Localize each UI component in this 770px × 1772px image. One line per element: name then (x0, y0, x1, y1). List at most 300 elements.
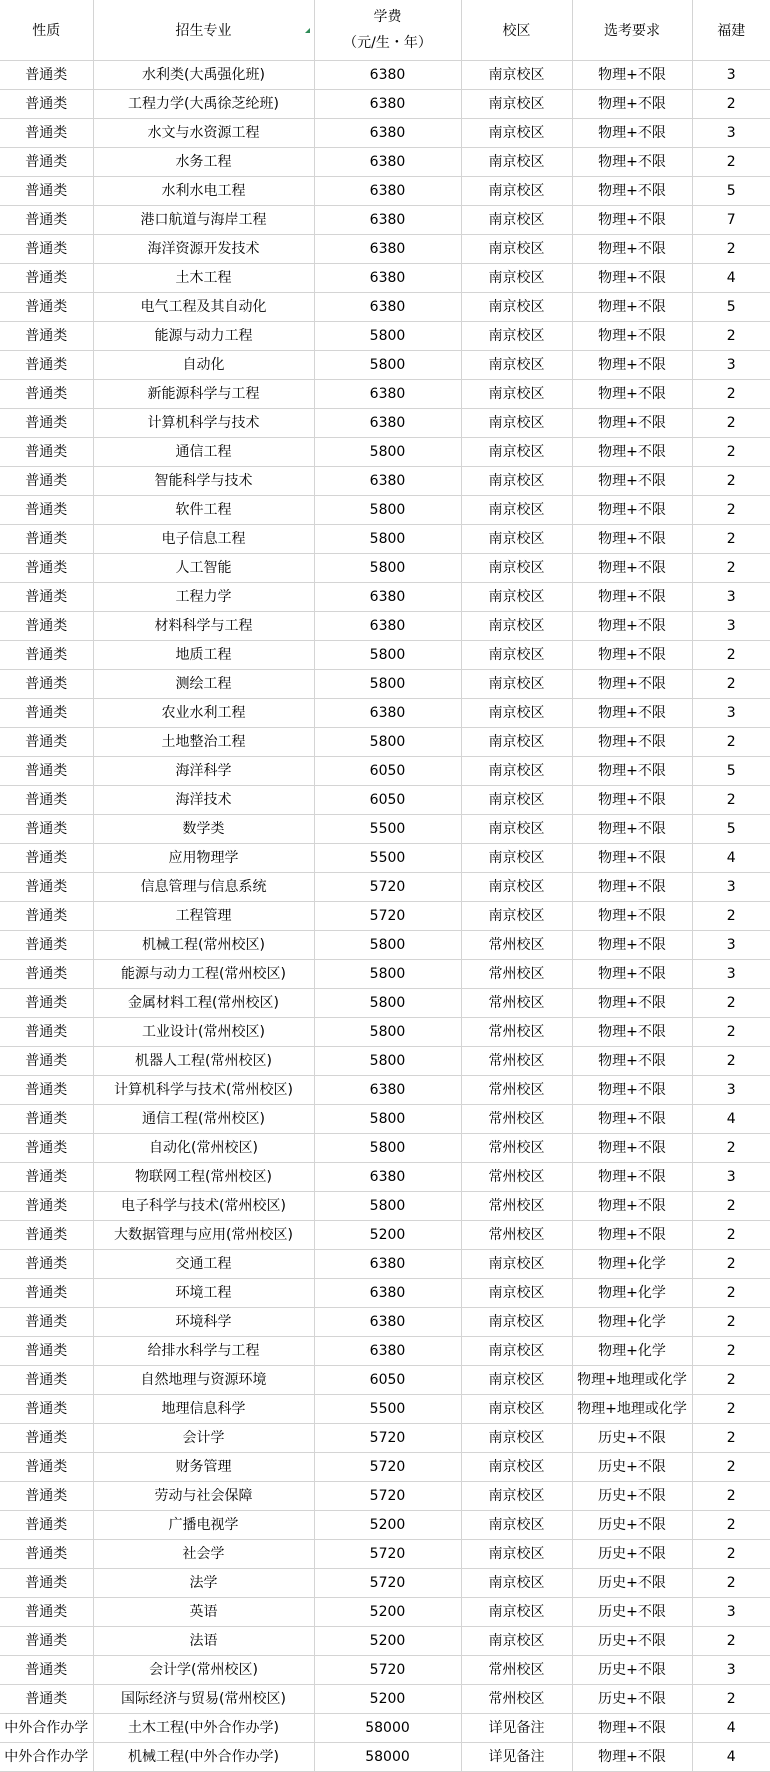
cell-fujian: 4 (692, 1743, 770, 1772)
cell-type: 普通类 (0, 496, 93, 525)
cell-fee: 6380 (314, 90, 461, 119)
cell-type: 普通类 (0, 1627, 93, 1656)
cell-fee: 5200 (314, 1511, 461, 1540)
cell-fee: 6380 (314, 699, 461, 728)
table-row (0, 554, 770, 583)
cell-subjects: 物理+不限 (572, 1047, 692, 1076)
cell-fee: 5800 (314, 989, 461, 1018)
cell-major: 社会学 (93, 1540, 314, 1569)
table-row (0, 1424, 770, 1453)
cell-subjects: 物理+不限 (572, 438, 692, 467)
cell-fujian: 2 (692, 148, 770, 177)
cell-type: 普通类 (0, 438, 93, 467)
cell-subjects: 物理+地理或化学 (572, 1366, 692, 1395)
cell-fee: 5720 (314, 1540, 461, 1569)
cell-campus: 南京校区 (461, 1482, 572, 1511)
cell-type: 普通类 (0, 699, 93, 728)
cell-type: 普通类 (0, 322, 93, 351)
cell-subjects: 历史+不限 (572, 1424, 692, 1453)
cell-subjects: 历史+不限 (572, 1453, 692, 1482)
cell-fee: 6380 (314, 293, 461, 322)
cell-subjects: 历史+不限 (572, 1685, 692, 1714)
cell-fee: 6380 (314, 409, 461, 438)
table-row (0, 1105, 770, 1134)
cell-campus: 南京校区 (461, 1627, 572, 1656)
cell-type: 普通类 (0, 177, 93, 206)
cell-type: 普通类 (0, 1076, 93, 1105)
comment-marker-icon (305, 28, 310, 33)
cell-fee: 5200 (314, 1685, 461, 1714)
cell-fee: 5500 (314, 844, 461, 873)
cell-subjects: 物理+不限 (572, 61, 692, 90)
cell-fujian: 4 (692, 844, 770, 873)
cell-type: 普通类 (0, 1308, 93, 1337)
cell-subjects: 历史+不限 (572, 1482, 692, 1511)
cell-fee: 5800 (314, 1018, 461, 1047)
cell-campus: 南京校区 (461, 1569, 572, 1598)
cell-fujian: 2 (692, 1424, 770, 1453)
cell-fujian: 2 (692, 786, 770, 815)
cell-subjects: 物理+化学 (572, 1337, 692, 1366)
cell-type: 普通类 (0, 1685, 93, 1714)
cell-campus: 南京校区 (461, 293, 572, 322)
cell-campus: 常州校区 (461, 1105, 572, 1134)
cell-fee: 6050 (314, 786, 461, 815)
table-row (0, 1047, 770, 1076)
table-row (0, 612, 770, 641)
cell-type: 普通类 (0, 61, 93, 90)
cell-subjects: 物理+不限 (572, 902, 692, 931)
cell-campus: 南京校区 (461, 757, 572, 786)
cell-major: 金属材料工程(常州校区) (93, 989, 314, 1018)
cell-subjects: 物理+化学 (572, 1308, 692, 1337)
cell-fujian: 2 (692, 554, 770, 583)
table-row (0, 1221, 770, 1250)
cell-fee: 5200 (314, 1221, 461, 1250)
cell-fujian: 2 (692, 496, 770, 525)
cell-fee: 6380 (314, 264, 461, 293)
table-row (0, 525, 770, 554)
cell-type: 普通类 (0, 1250, 93, 1279)
cell-subjects: 物理+不限 (572, 612, 692, 641)
cell-subjects: 物理+不限 (572, 525, 692, 554)
cell-subjects: 历史+不限 (572, 1540, 692, 1569)
cell-fujian: 3 (692, 612, 770, 641)
cell-subjects: 历史+不限 (572, 1598, 692, 1627)
cell-campus: 南京校区 (461, 554, 572, 583)
cell-fee: 6380 (314, 1279, 461, 1308)
cell-subjects: 历史+不限 (572, 1627, 692, 1656)
cell-major: 机器人工程(常州校区) (93, 1047, 314, 1076)
cell-fujian: 7 (692, 206, 770, 235)
table-row (0, 206, 770, 235)
cell-fee: 5200 (314, 1598, 461, 1627)
cell-major: 大数据管理与应用(常州校区) (93, 1221, 314, 1250)
cell-type: 普通类 (0, 1105, 93, 1134)
cell-fujian: 2 (692, 1134, 770, 1163)
cell-campus: 南京校区 (461, 380, 572, 409)
table-row (0, 90, 770, 119)
cell-fujian: 5 (692, 757, 770, 786)
cell-campus: 详见备注 (461, 1743, 572, 1772)
cell-major: 电子科学与技术(常州校区) (93, 1192, 314, 1221)
cell-major: 自然地理与资源环境 (93, 1366, 314, 1395)
cell-campus: 南京校区 (461, 1366, 572, 1395)
cell-campus: 常州校区 (461, 1221, 572, 1250)
cell-major: 地理信息科学 (93, 1395, 314, 1424)
cell-fujian: 3 (692, 1076, 770, 1105)
cell-type: 普通类 (0, 612, 93, 641)
cell-major: 能源与动力工程 (93, 322, 314, 351)
cell-type: 普通类 (0, 641, 93, 670)
cell-type: 普通类 (0, 525, 93, 554)
cell-fee: 5200 (314, 1627, 461, 1656)
cell-fee: 5800 (314, 1105, 461, 1134)
cell-fujian: 2 (692, 525, 770, 554)
header-type: 性质 (0, 0, 93, 61)
cell-fujian: 2 (692, 728, 770, 757)
cell-major: 机械工程(中外合作办学) (93, 1743, 314, 1772)
cell-fujian: 2 (692, 1047, 770, 1076)
cell-fujian: 2 (692, 670, 770, 699)
cell-type: 普通类 (0, 293, 93, 322)
table-row (0, 1569, 770, 1598)
table-row (0, 322, 770, 351)
cell-subjects: 物理+不限 (572, 264, 692, 293)
cell-type: 普通类 (0, 844, 93, 873)
cell-subjects: 物理+不限 (572, 467, 692, 496)
cell-major: 电子信息工程 (93, 525, 314, 554)
cell-major: 海洋资源开发技术 (93, 235, 314, 264)
cell-major: 土地整治工程 (93, 728, 314, 757)
cell-fee: 5800 (314, 728, 461, 757)
cell-campus: 南京校区 (461, 873, 572, 902)
table-row (0, 699, 770, 728)
cell-campus: 南京校区 (461, 728, 572, 757)
cell-fee: 5720 (314, 902, 461, 931)
table-row (0, 1308, 770, 1337)
cell-fujian: 5 (692, 293, 770, 322)
cell-campus: 南京校区 (461, 351, 572, 380)
cell-fee: 5720 (314, 1453, 461, 1482)
table-row (0, 1076, 770, 1105)
cell-type: 中外合作办学 (0, 1743, 93, 1772)
cell-campus: 常州校区 (461, 1047, 572, 1076)
cell-campus: 南京校区 (461, 815, 572, 844)
cell-major: 物联网工程(常州校区) (93, 1163, 314, 1192)
cell-campus: 南京校区 (461, 902, 572, 931)
cell-campus: 南京校区 (461, 1511, 572, 1540)
table-row (0, 1279, 770, 1308)
cell-subjects: 历史+不限 (572, 1511, 692, 1540)
cell-subjects: 物理+不限 (572, 641, 692, 670)
cell-subjects: 物理+不限 (572, 177, 692, 206)
cell-campus: 常州校区 (461, 931, 572, 960)
cell-type: 普通类 (0, 1598, 93, 1627)
cell-subjects: 物理+不限 (572, 119, 692, 148)
cell-type: 普通类 (0, 1221, 93, 1250)
cell-campus: 南京校区 (461, 1337, 572, 1366)
cell-subjects: 物理+不限 (572, 206, 692, 235)
cell-fujian: 2 (692, 1192, 770, 1221)
cell-campus: 南京校区 (461, 583, 572, 612)
cell-type: 普通类 (0, 1569, 93, 1598)
cell-subjects: 物理+地理或化学 (572, 1395, 692, 1424)
cell-campus: 南京校区 (461, 641, 572, 670)
cell-major: 劳动与社会保障 (93, 1482, 314, 1511)
table-row (0, 380, 770, 409)
cell-campus: 南京校区 (461, 148, 572, 177)
cell-type: 普通类 (0, 409, 93, 438)
table-row (0, 148, 770, 177)
cell-type: 普通类 (0, 1337, 93, 1366)
cell-type: 普通类 (0, 148, 93, 177)
cell-campus: 详见备注 (461, 1714, 572, 1743)
cell-major: 海洋技术 (93, 786, 314, 815)
cell-subjects: 物理+不限 (572, 757, 692, 786)
cell-fee: 5800 (314, 960, 461, 989)
cell-subjects: 物理+不限 (572, 786, 692, 815)
table-row (0, 902, 770, 931)
cell-major: 土木工程(中外合作办学) (93, 1714, 314, 1743)
cell-type: 普通类 (0, 380, 93, 409)
cell-major: 能源与动力工程(常州校区) (93, 960, 314, 989)
cell-campus: 常州校区 (461, 1163, 572, 1192)
cell-fujian: 2 (692, 1627, 770, 1656)
cell-fujian: 2 (692, 438, 770, 467)
header-campus: 校区 (461, 0, 572, 61)
cell-major: 英语 (93, 1598, 314, 1627)
cell-fee: 6380 (314, 380, 461, 409)
cell-type: 普通类 (0, 206, 93, 235)
cell-fee: 5800 (314, 1192, 461, 1221)
cell-type: 普通类 (0, 931, 93, 960)
cell-type: 普通类 (0, 670, 93, 699)
cell-campus: 南京校区 (461, 1598, 572, 1627)
cell-campus: 常州校区 (461, 1134, 572, 1163)
cell-campus: 常州校区 (461, 1192, 572, 1221)
cell-fujian: 5 (692, 815, 770, 844)
cell-campus: 南京校区 (461, 844, 572, 873)
table-row (0, 119, 770, 148)
cell-subjects: 物理+不限 (572, 931, 692, 960)
cell-campus: 常州校区 (461, 1076, 572, 1105)
table-row (0, 583, 770, 612)
cell-major: 给排水科学与工程 (93, 1337, 314, 1366)
cell-major: 自动化(常州校区) (93, 1134, 314, 1163)
cell-major: 工程力学(大禹徐芝纶班) (93, 90, 314, 119)
cell-campus: 南京校区 (461, 699, 572, 728)
table-row (0, 757, 770, 786)
cell-major: 工业设计(常州校区) (93, 1018, 314, 1047)
table-row (0, 728, 770, 757)
cell-type: 普通类 (0, 1395, 93, 1424)
cell-type: 普通类 (0, 467, 93, 496)
cell-major: 通信工程 (93, 438, 314, 467)
cell-fee: 6380 (314, 119, 461, 148)
cell-fujian: 3 (692, 699, 770, 728)
table-row (0, 1714, 770, 1743)
cell-campus: 南京校区 (461, 1540, 572, 1569)
cell-subjects: 物理+不限 (572, 1105, 692, 1134)
cell-subjects: 物理+化学 (572, 1279, 692, 1308)
cell-type: 普通类 (0, 554, 93, 583)
table-row (0, 1511, 770, 1540)
cell-fee: 5800 (314, 525, 461, 554)
cell-fee: 6380 (314, 1250, 461, 1279)
cell-major: 法语 (93, 1627, 314, 1656)
cell-fee: 5800 (314, 554, 461, 583)
table-row (0, 1366, 770, 1395)
cell-major: 数学类 (93, 815, 314, 844)
cell-type: 普通类 (0, 1018, 93, 1047)
table-row (0, 1395, 770, 1424)
cell-fujian: 3 (692, 931, 770, 960)
cell-fee: 5800 (314, 322, 461, 351)
cell-campus: 南京校区 (461, 264, 572, 293)
cell-fujian: 2 (692, 1482, 770, 1511)
table-row (0, 467, 770, 496)
cell-campus: 南京校区 (461, 119, 572, 148)
cell-fujian: 2 (692, 380, 770, 409)
header-major-label: 招生专业 (175, 23, 232, 39)
cell-fujian: 3 (692, 960, 770, 989)
cell-subjects: 物理+不限 (572, 90, 692, 119)
table-row (0, 1163, 770, 1192)
cell-major: 水利类(大禹强化班) (93, 61, 314, 90)
cell-major: 港口航道与海岸工程 (93, 206, 314, 235)
cell-subjects: 物理+不限 (572, 1743, 692, 1772)
cell-type: 普通类 (0, 873, 93, 902)
cell-type: 普通类 (0, 757, 93, 786)
header-subjects: 选考要求 (572, 0, 692, 61)
cell-fee: 5800 (314, 670, 461, 699)
cell-subjects: 物理+不限 (572, 409, 692, 438)
table-row (0, 496, 770, 525)
cell-type: 普通类 (0, 960, 93, 989)
cell-subjects: 物理+不限 (572, 844, 692, 873)
cell-major: 通信工程(常州校区) (93, 1105, 314, 1134)
cell-fee: 6380 (314, 1337, 461, 1366)
cell-fujian: 2 (692, 1308, 770, 1337)
cell-type: 普通类 (0, 90, 93, 119)
table-row (0, 1337, 770, 1366)
header-fee-line2: （元/生・年） (343, 35, 432, 51)
cell-subjects: 物理+不限 (572, 815, 692, 844)
table-row (0, 1685, 770, 1714)
cell-campus: 南京校区 (461, 438, 572, 467)
cell-subjects: 物理+化学 (572, 1250, 692, 1279)
cell-fujian: 2 (692, 902, 770, 931)
cell-fee: 6380 (314, 1308, 461, 1337)
cell-campus: 南京校区 (461, 1424, 572, 1453)
cell-fee: 5800 (314, 641, 461, 670)
cell-fujian: 5 (692, 177, 770, 206)
table-row (0, 786, 770, 815)
table-row (0, 960, 770, 989)
table-row (0, 1192, 770, 1221)
cell-type: 普通类 (0, 815, 93, 844)
cell-type: 普通类 (0, 119, 93, 148)
cell-campus: 南京校区 (461, 612, 572, 641)
cell-campus: 南京校区 (461, 1453, 572, 1482)
cell-fujian: 2 (692, 1221, 770, 1250)
cell-fujian: 3 (692, 61, 770, 90)
cell-fee: 5800 (314, 1047, 461, 1076)
cell-fujian: 2 (692, 90, 770, 119)
cell-fujian: 2 (692, 1685, 770, 1714)
cell-subjects: 物理+不限 (572, 496, 692, 525)
cell-type: 普通类 (0, 235, 93, 264)
cell-major: 法学 (93, 1569, 314, 1598)
cell-type: 普通类 (0, 1511, 93, 1540)
cell-type: 普通类 (0, 1366, 93, 1395)
cell-fujian: 2 (692, 641, 770, 670)
table-row (0, 1482, 770, 1511)
cell-fee: 5800 (314, 496, 461, 525)
table-row (0, 1250, 770, 1279)
cell-type: 普通类 (0, 583, 93, 612)
cell-subjects: 物理+不限 (572, 873, 692, 902)
cell-major: 地质工程 (93, 641, 314, 670)
cell-fujian: 2 (692, 1250, 770, 1279)
cell-subjects: 物理+不限 (572, 380, 692, 409)
cell-major: 环境科学 (93, 1308, 314, 1337)
cell-campus: 南京校区 (461, 786, 572, 815)
cell-major: 工程力学 (93, 583, 314, 612)
cell-campus: 南京校区 (461, 670, 572, 699)
cell-fujian: 2 (692, 1018, 770, 1047)
table-row (0, 61, 770, 90)
cell-type: 普通类 (0, 1047, 93, 1076)
cell-campus: 南京校区 (461, 1279, 572, 1308)
cell-fujian: 2 (692, 1337, 770, 1366)
cell-campus: 南京校区 (461, 409, 572, 438)
cell-subjects: 物理+不限 (572, 670, 692, 699)
cell-campus: 南京校区 (461, 322, 572, 351)
cell-campus: 南京校区 (461, 496, 572, 525)
cell-fee: 6380 (314, 235, 461, 264)
header-fujian: 福建 (692, 0, 770, 61)
cell-fee: 6380 (314, 583, 461, 612)
cell-fee: 5800 (314, 931, 461, 960)
cell-subjects: 物理+不限 (572, 1134, 692, 1163)
cell-major: 水利水电工程 (93, 177, 314, 206)
cell-subjects: 物理+不限 (572, 583, 692, 612)
table-header (0, 0, 770, 61)
cell-major: 计算机科学与技术 (93, 409, 314, 438)
cell-fujian: 2 (692, 1366, 770, 1395)
table-row (0, 989, 770, 1018)
table-row (0, 844, 770, 873)
cell-subjects: 物理+不限 (572, 960, 692, 989)
cell-type: 普通类 (0, 1540, 93, 1569)
cell-fee: 6380 (314, 467, 461, 496)
cell-fujian: 3 (692, 1163, 770, 1192)
table-row (0, 641, 770, 670)
header-row (0, 0, 770, 61)
cell-fujian: 3 (692, 583, 770, 612)
cell-major: 海洋科学 (93, 757, 314, 786)
cell-major: 材料科学与工程 (93, 612, 314, 641)
cell-fee: 6380 (314, 206, 461, 235)
table-row (0, 351, 770, 380)
cell-fee: 5800 (314, 1134, 461, 1163)
cell-campus: 南京校区 (461, 525, 572, 554)
cell-subjects: 物理+不限 (572, 1163, 692, 1192)
cell-fujian: 4 (692, 1714, 770, 1743)
cell-type: 普通类 (0, 1424, 93, 1453)
